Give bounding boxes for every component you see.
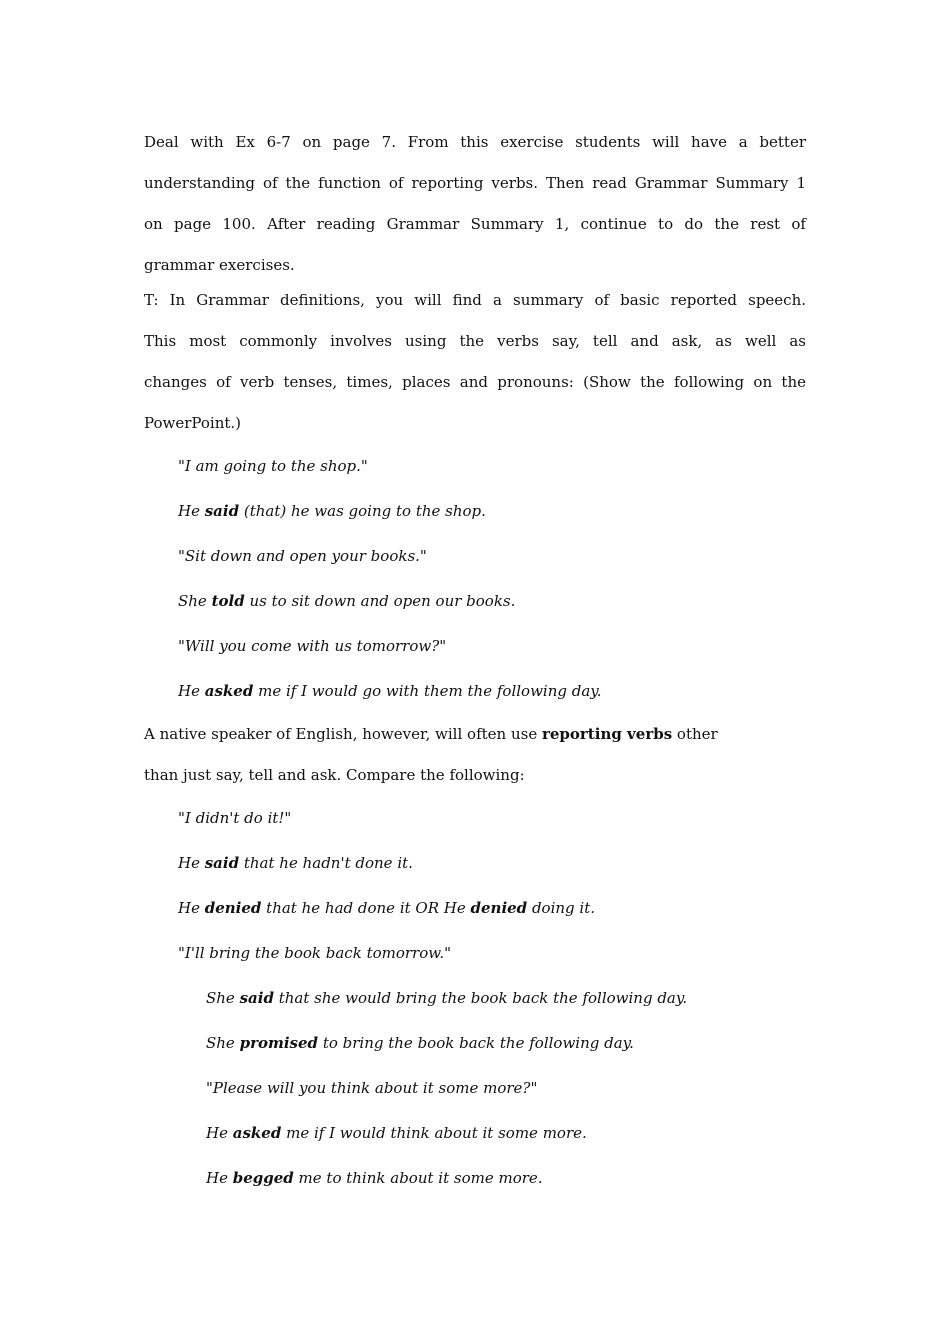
intro-line-3: on page 100. After reading Grammar Summary 1, continue to do the rest of (144, 215, 806, 233)
reporting-verb: denied (204, 899, 262, 917)
example-text: "Please will you think about it some more?" (206, 1079, 538, 1097)
teacher-line-2: This most commonly involves using the verbs say, tell and ask, as well as (144, 332, 806, 350)
native-line-1: A native speaker of English, however, will often use reporting verbs other (144, 725, 718, 743)
example-text: "I didn't do it!" (178, 809, 292, 827)
document-page (144, 122, 806, 1201)
list-item (144, 669, 806, 714)
example-text: "Will you come with us tomorrow?" (178, 637, 447, 655)
list-item (144, 489, 806, 534)
native-speaker-paragraph (144, 714, 806, 796)
list-item (144, 841, 806, 886)
reporting-verb: said (204, 854, 240, 872)
list-item (144, 444, 806, 489)
reporting-verbs-term: reporting verbs (541, 725, 673, 743)
example-text: He denied that he had done it OR He denied doing it. (178, 899, 595, 917)
reporting-verb: said (204, 502, 240, 520)
example-text: She promised to bring the book back the following day. (206, 1034, 634, 1052)
list-item (144, 1156, 806, 1201)
intro-line-4: grammar exercises. (144, 256, 295, 274)
example-text: "I am going to the shop." (178, 457, 368, 475)
example-text: He said (that) he was going to the shop. (178, 502, 486, 520)
intro-paragraph (144, 122, 806, 286)
native-line-2: than just say, tell and ask. Compare the following: (144, 766, 525, 784)
teacher-line-4: PowerPoint.) (144, 414, 242, 432)
list-item (144, 796, 806, 841)
list-item (144, 624, 806, 669)
reporting-verb: begged (232, 1169, 294, 1187)
list-item (144, 579, 806, 624)
examples-list-3 (144, 976, 806, 1201)
reporting-verb: asked (232, 1124, 282, 1142)
reporting-verb: denied (470, 899, 528, 917)
list-item (144, 1111, 806, 1156)
example-text: "I'll bring the book back tomorrow." (178, 944, 451, 962)
list-item (144, 534, 806, 579)
example-text: He said that he hadn't done it. (178, 854, 413, 872)
example-text: "Sit down and open your books." (178, 547, 427, 565)
reporting-verb: said (239, 989, 274, 1007)
reporting-verb: told (211, 592, 245, 610)
reporting-verb: asked (204, 682, 254, 700)
examples-list-1 (144, 444, 806, 714)
example-text: He begged me to think about it some more. (206, 1169, 543, 1187)
teacher-line-3: changes of verb tenses, times, places and pronouns: (Show the following on the (144, 373, 806, 391)
example-text: She said that she would bring the book back the following day. (206, 989, 688, 1007)
reporting-verb: promised (239, 1034, 319, 1052)
example-text: He asked me if I would think about it some more. (206, 1124, 587, 1142)
list-item (144, 1066, 806, 1111)
list-item (144, 886, 806, 931)
teacher-paragraph (144, 280, 806, 444)
example-text: He asked me if I would go with them the following day. (178, 682, 602, 700)
teacher-line-1: T: In Grammar definitions, you will find a summary of basic reported speech. (144, 291, 806, 309)
list-item (144, 931, 806, 976)
examples-list-2 (144, 796, 806, 976)
example-text: She told us to sit down and open our books. (178, 592, 516, 610)
list-item (144, 1021, 806, 1066)
intro-line-1: Deal with Ex 6-7 on page 7. From this exercise students will have a better (144, 133, 806, 151)
intro-line-2: understanding of the function of reporting verbs. Then read Grammar Summary 1 (144, 174, 806, 192)
list-item (144, 976, 806, 1021)
